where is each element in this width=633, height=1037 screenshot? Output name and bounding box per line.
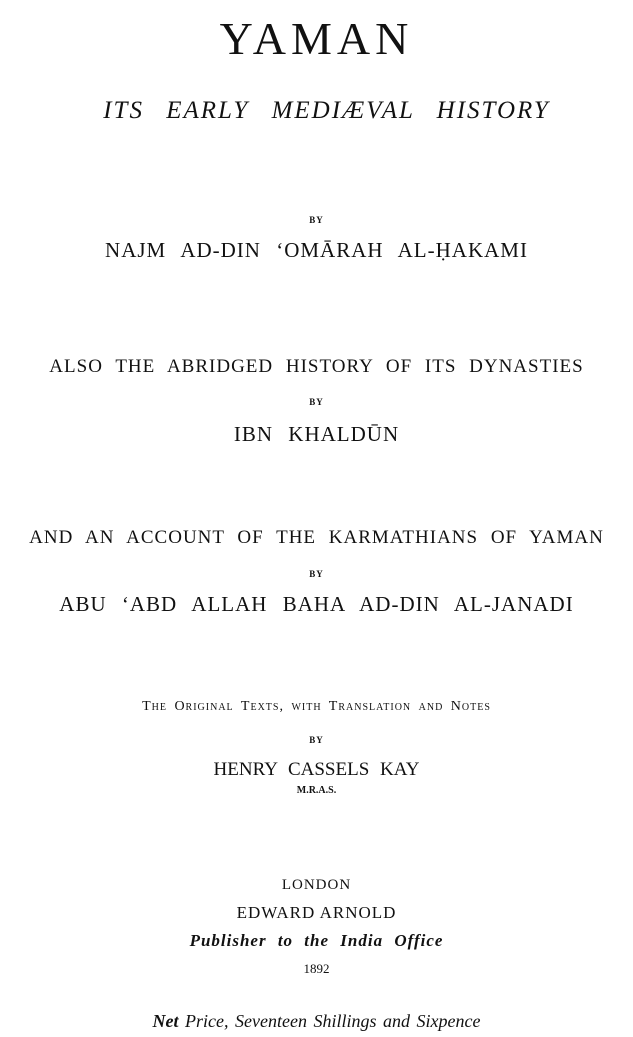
by-label: BY	[309, 215, 324, 225]
by-label: BY	[309, 397, 324, 407]
author-name: ABU ‘ABD ALLAH BAHA AD-DIN AL-JANADI	[59, 592, 574, 616]
translator-name: HENRY CASSELS KAY	[213, 759, 420, 780]
publication-city: LONDON	[281, 877, 352, 893]
book-subtitle: ITS EARLY MEDIÆVAL HISTORY	[103, 97, 550, 124]
third-work-title: AND AN ACCOUNT OF THE KARMATHIANS OF YAMAN	[29, 527, 604, 548]
second-work-title: ALSO THE ABRIDGED HISTORY OF ITS DYNASTIES	[49, 356, 584, 377]
publisher-note: Publisher to the India Office	[189, 931, 444, 950]
publisher-name: EDWARD ARNOLD	[236, 903, 397, 922]
by-label: BY	[309, 735, 324, 745]
by-label: BY	[309, 569, 324, 579]
author-name: NAJM AD-DIN ‘OMĀRAH AL-ḤAKAMI	[105, 238, 528, 262]
author-name: IBN KHALDŪN	[233, 422, 400, 446]
price-text: Price, Seventeen Shillings and Sixpence	[185, 1011, 481, 1031]
price-line	[0, 1012, 633, 1030]
description-line: The Original Texts, with Translation and Notes	[142, 699, 491, 714]
price-lead: Net	[152, 1011, 179, 1031]
translator-degree: M.R.A.S.	[296, 785, 337, 796]
publication-year: 1892	[303, 961, 330, 976]
book-title: YAMAN	[219, 13, 414, 64]
